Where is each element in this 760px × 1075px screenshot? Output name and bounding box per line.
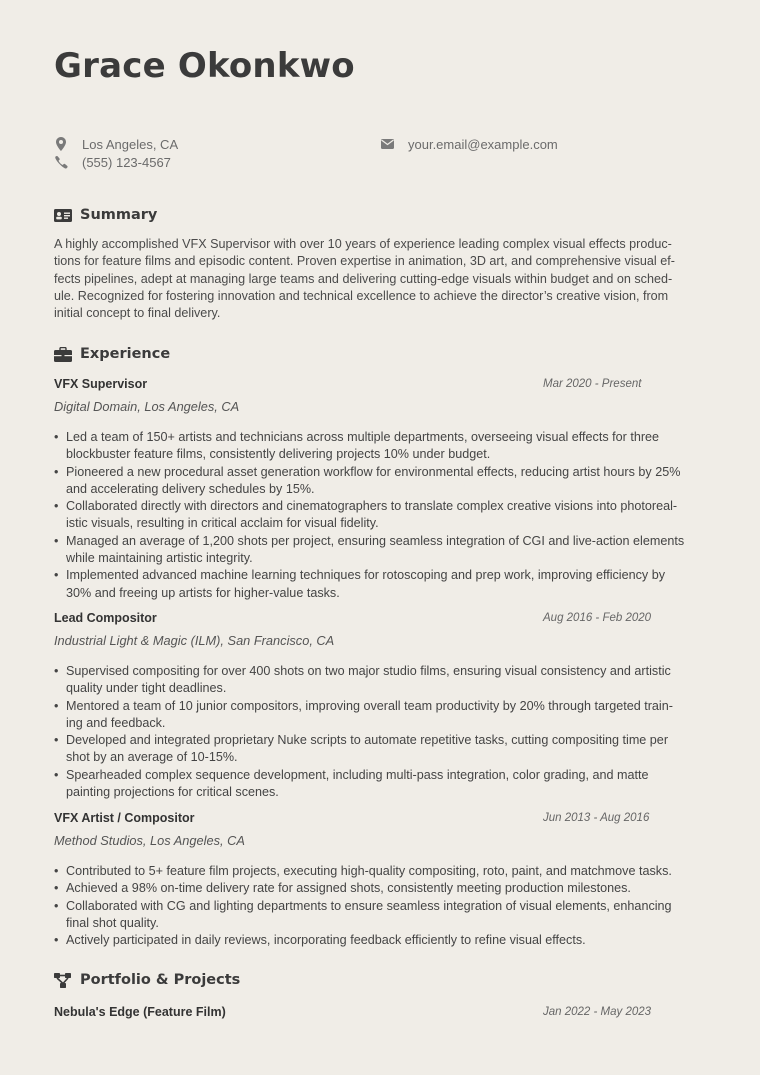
job-title: VFX Supervisor [54, 377, 148, 391]
list-item: • Spearheaded complex sequence development, including multi-pass integration, color grading, and matte painting projections for critical scenes. [54, 767, 714, 802]
list-item: • Developed and integrated proprietary Nuke scripts to automate repetitive tasks, cutting compositing time per shot by an average of 10-15%. [54, 732, 714, 767]
experience-title: Experience [80, 346, 171, 362]
map-pin-icon [54, 137, 68, 151]
list-item: • Led a team of 150+ artists and technicians across multiple departments, overseeing visual effects for three blockbuster feature films, consistently delivering projects 10% under budget. [54, 429, 714, 464]
job-date: Jun 2013 - Aug 2016 [543, 812, 650, 824]
experience-section-header [54, 344, 170, 364]
summary-title: Summary [80, 207, 158, 223]
list-item: • Collaborated with CG and lighting departments to ensure seamless integration of visual elements, enhancing final shot quality. [54, 898, 714, 933]
job-date: Aug 2016 - Feb 2020 [543, 612, 652, 624]
location-text: Los Angeles, CA [82, 136, 179, 152]
list-item: • Mentored a team of 10 junior compositors, improving overall team productivity by 20% through targeted train- ing and feedback. [54, 698, 714, 733]
list-item: • Contributed to 5+ feature film projects, executing high-quality compositing, roto, paint, and matchmove tasks. [54, 863, 714, 880]
job-title: VFX Artist / Compositor [54, 811, 195, 825]
contact-email [380, 135, 558, 153]
candidate-name: Grace Okonkwo [54, 46, 355, 86]
list-item: • Managed an average of 1,200 shots per project, ensuring seamless integration of CGI and live-action elements while maintaining artistic integrity. [54, 533, 714, 568]
job-bullets [54, 663, 714, 801]
job-date: Mar 2020 - Present [543, 378, 642, 390]
project-date: Jan 2022 - May 2023 [543, 1006, 652, 1018]
email-link[interactable]: your.email@example.com [408, 136, 558, 152]
list-item: • Supervised compositing for over 400 shots on two major studio films, ensuring visual consistency and artistic quality under tight deadlines. [54, 663, 714, 698]
list-item: • Actively participated in daily reviews, incorporating feedback efficiently to refine visual effects. [54, 932, 714, 949]
job-title: Lead Compositor [54, 611, 157, 625]
list-item: • Achieved a 98% on-time delivery rate for assigned shots, consistently meeting production milestones. [54, 880, 714, 897]
job-company: Industrial Light & Magic (ILM), San Francisco, CA [54, 633, 335, 648]
sitemap-icon [54, 972, 72, 988]
job-bullets [54, 863, 714, 949]
phone-text: (555) 123-4567 [82, 154, 171, 170]
summary-section-header [54, 205, 157, 225]
contact-location [54, 135, 178, 153]
list-item: • Collaborated directly with directors and cinematographers to translate complex creative visions into photoreal- istic visuals, resulting in critical acclaim for visual fidelity. [54, 498, 714, 533]
briefcase-icon [54, 346, 72, 362]
list-item: • Implemented advanced machine learning techniques for rotoscoping and prep work, improving efficiency by 30% and freeing up artists for higher-value tasks. [54, 567, 714, 602]
envelope-icon [380, 137, 394, 151]
project-title: Nebula's Edge (Feature Film) [54, 1005, 226, 1019]
id-card-icon [54, 207, 72, 223]
phone-icon [54, 155, 68, 169]
contact-phone [54, 153, 171, 171]
portfolio-title: Portfolio & Projects [80, 972, 241, 988]
job-company: Digital Domain, Los Angeles, CA [54, 399, 240, 414]
job-company: Method Studios, Los Angeles, CA [54, 833, 245, 848]
summary-text: A highly accomplished VFX Supervisor with over 10 years of experience leading complex visual effects produc- tions for feature films and episodic content. Proven expertise in animation, 3D art, and comprehensive visual ef- fects pipelines, adept at managing large teams and delivering cutting-edge visuals within budget and on sched- ule. Recognized for fostering innovation and technical excellence to achieve the director’s creative vision, from initial concept to final delivery. [54, 237, 675, 321]
portfolio-section-header [54, 970, 240, 990]
job-bullets [54, 429, 714, 602]
list-item: • Pioneered a new procedural asset generation workflow for environmental effects, reducing artist hours by 25% and accelerating delivery schedules by 15%. [54, 464, 714, 499]
